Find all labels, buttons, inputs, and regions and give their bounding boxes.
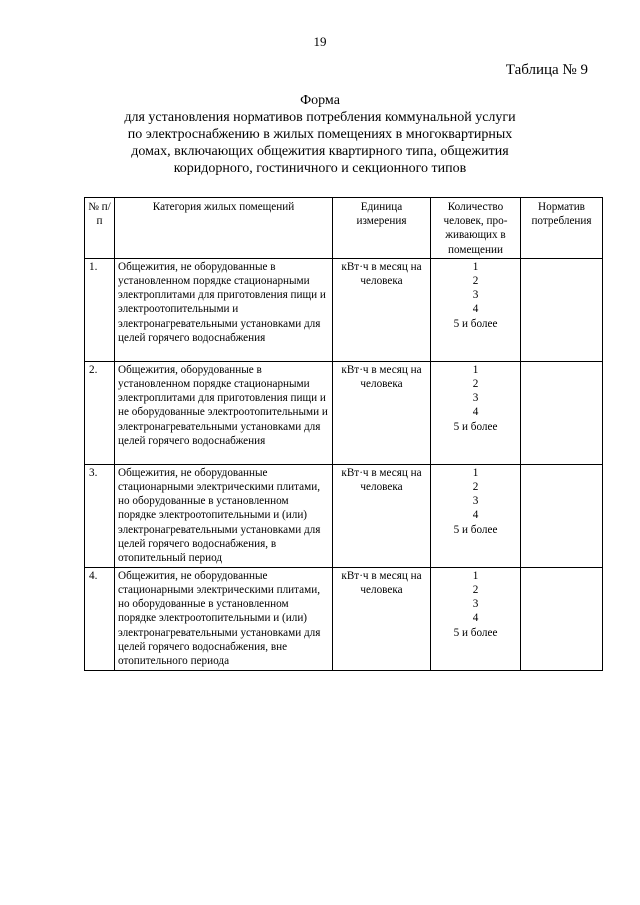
header-people: Количество человек, про-живающих в помещении	[431, 198, 521, 259]
people-count: 2	[472, 481, 479, 494]
row-category: Общежития, не оборудованные стационарными электрическими плитами, но оборудованные в установленном порядке электроотопительными и (или) электронагревательными установками для целей горячего водоснабжения, вне отопительного периода	[115, 567, 333, 670]
form-title-line: домах, включающих общежития квартирного типа, общежития	[131, 144, 509, 159]
people-count: 4	[472, 509, 479, 522]
header-unit: Единица измерения	[333, 198, 431, 259]
row-norm	[521, 361, 603, 464]
table-header-row	[85, 198, 603, 259]
header-number: № п/п	[85, 198, 115, 259]
row-people	[431, 464, 521, 567]
row-norm	[521, 567, 603, 670]
people-count: 3	[472, 598, 479, 611]
form-title-line: коридорного, гостиничного и секционного типов	[173, 161, 467, 176]
row-people	[431, 567, 521, 670]
row-category: Общежития, оборудованные в установленном порядке стационарными электроплитами для приготовления пищи и не оборудованные электроотопительными и электронагревательными установками для целей горячего водоснабжения	[115, 361, 333, 464]
form-title-line: для установления нормативов потребления коммунальной услуги	[124, 110, 516, 125]
header-category: Категория жилых помещений	[115, 198, 333, 259]
people-count: 5 и более	[453, 420, 498, 433]
people-count: 5 и более	[453, 626, 498, 639]
people-count: 2	[472, 584, 479, 597]
people-count: 1	[472, 363, 479, 376]
people-count: 1	[472, 466, 479, 479]
table-row	[85, 361, 603, 464]
row-unit: кВт·ч в месяц на человека	[333, 361, 431, 464]
row-category: Общежития, не оборудованные стационарными электрическими плитами, но оборудованные в установленном порядке электроотопительными и (или) электронагревательными установками для целей горячего водоснабжения, в отопительный период	[115, 464, 333, 567]
people-count: 2	[472, 275, 479, 288]
row-number: 2.	[85, 361, 115, 464]
table-row	[85, 464, 603, 567]
row-unit: кВт·ч в месяц на человека	[333, 464, 431, 567]
table-row	[85, 567, 603, 670]
people-count: 4	[472, 612, 479, 625]
row-people	[431, 258, 521, 361]
people-count: 1	[472, 260, 479, 273]
row-category: Общежития, не оборудованные в установленном порядке стационарными электроплитами для приготовления пищи и электроотопительными и электронагревательными установками для целей горячего водоснабжения	[115, 258, 333, 361]
form-title-line: по электроснабжению в жилых помещениях в многоквартирных	[127, 127, 513, 142]
people-count: 2	[472, 378, 479, 391]
form-heading: Форма	[300, 93, 340, 108]
form-title-block	[80, 92, 560, 177]
norms-table	[84, 197, 603, 671]
people-count: 1	[472, 569, 479, 582]
header-norm: Норматив потребления	[521, 198, 603, 259]
table-row	[85, 258, 603, 361]
people-count: 4	[472, 406, 479, 419]
row-unit: кВт·ч в месяц на человека	[333, 258, 431, 361]
row-unit: кВт·ч в месяц на человека	[333, 567, 431, 670]
table-number: Таблица № 9	[505, 62, 588, 78]
people-count: 5 и более	[453, 317, 498, 330]
row-norm	[521, 258, 603, 361]
people-count: 3	[472, 289, 479, 302]
row-people	[431, 361, 521, 464]
people-count: 3	[472, 392, 479, 405]
row-number: 3.	[85, 464, 115, 567]
people-count: 4	[472, 303, 479, 316]
people-count: 5 и более	[453, 523, 498, 536]
row-number: 4.	[85, 567, 115, 670]
row-norm	[521, 464, 603, 567]
people-count: 3	[472, 495, 479, 508]
page-number: 19	[313, 34, 327, 49]
row-number: 1.	[85, 258, 115, 361]
